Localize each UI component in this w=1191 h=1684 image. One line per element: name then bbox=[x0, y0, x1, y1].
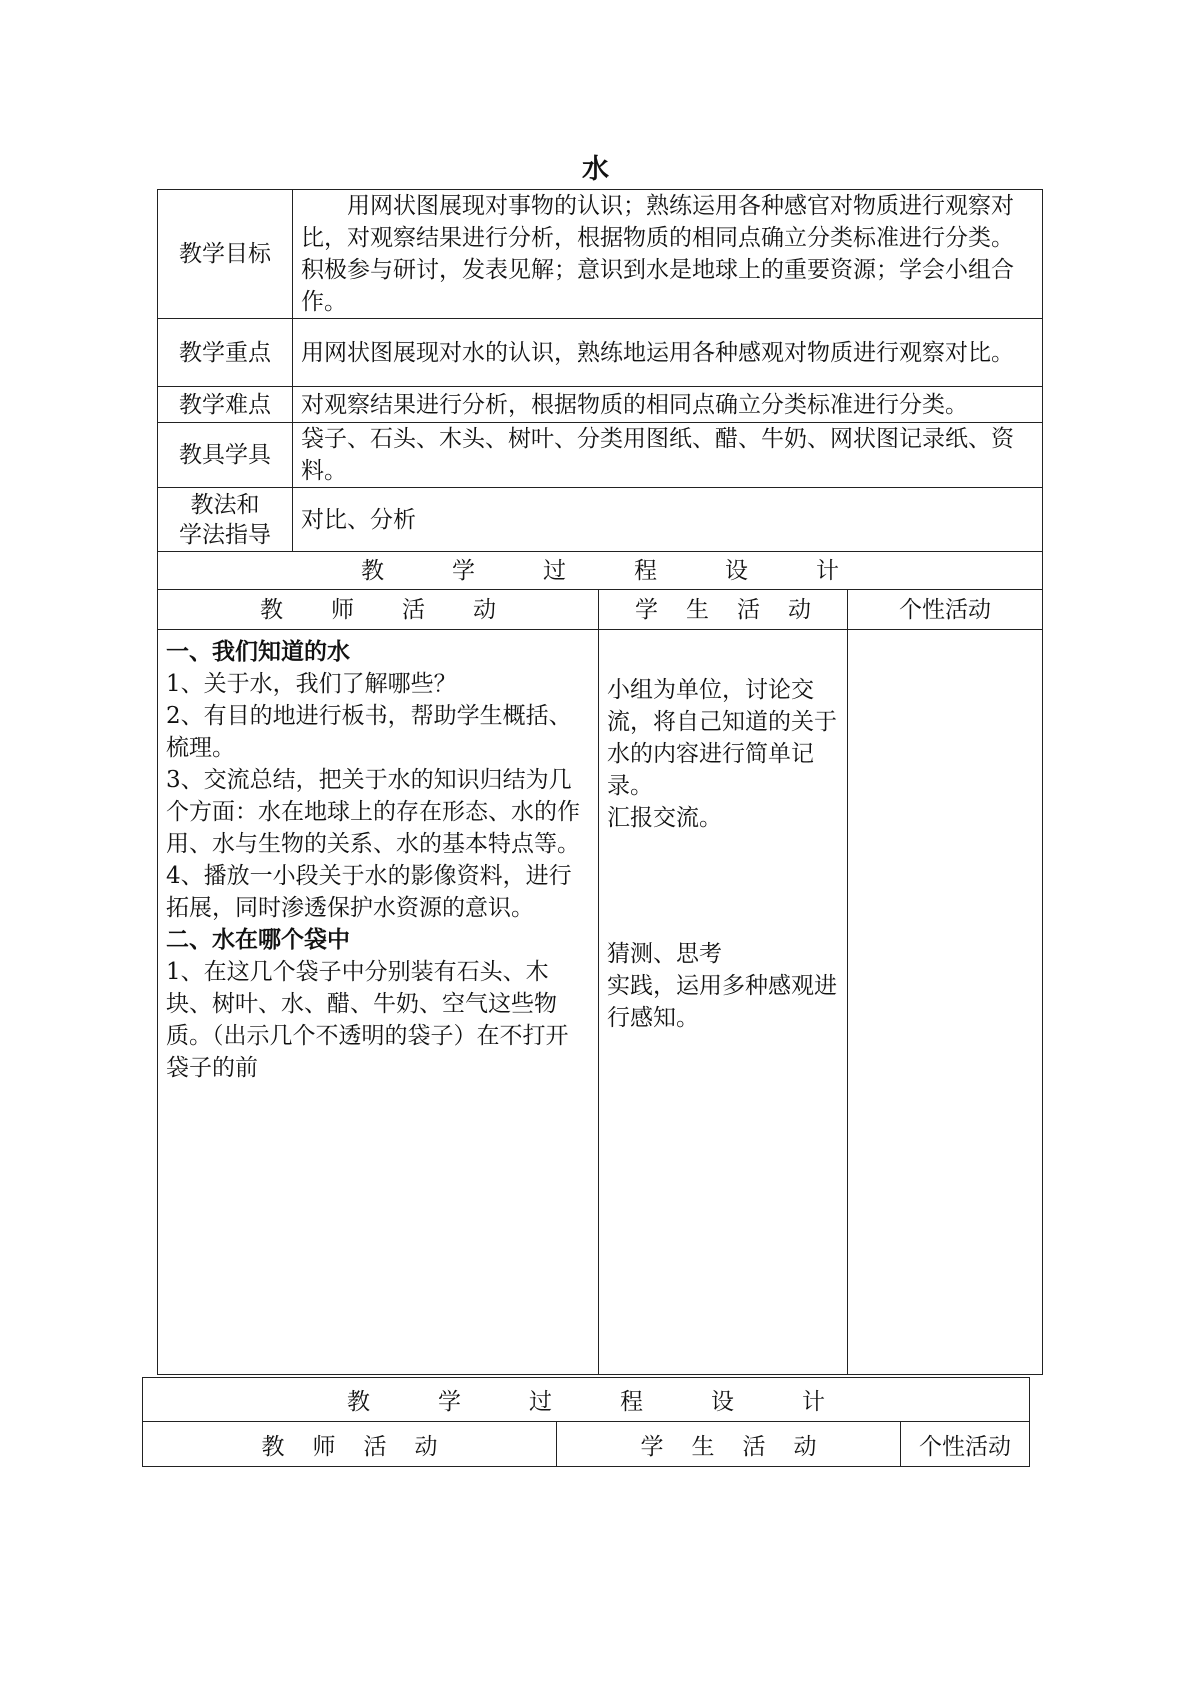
student-line4: 实践，运用多种感观进行感知。 bbox=[607, 973, 837, 1031]
label-key-point: 教学重点 bbox=[158, 319, 293, 387]
label-difficulty: 教学难点 bbox=[158, 387, 293, 423]
row-process-title bbox=[158, 552, 1043, 590]
teacher-activity-cell bbox=[158, 630, 599, 1375]
label-method: 教法和 学法指导 bbox=[158, 488, 293, 552]
header-personal-activity: 个性活动 bbox=[848, 590, 1043, 630]
row-activities bbox=[158, 630, 1043, 1375]
row-column-headers bbox=[158, 590, 1043, 630]
section1-heading: 一、我们知道的水 bbox=[166, 638, 350, 665]
row-key-point bbox=[158, 319, 1043, 387]
process-design-title-2: 教 学 过 程 设 计 bbox=[143, 1378, 1030, 1422]
s1-item1: 1、关于水，我们了解哪些？ bbox=[166, 671, 457, 697]
section2-heading: 二、水在哪个袋中 bbox=[166, 926, 350, 953]
student-line2: 汇报交流。 bbox=[607, 805, 722, 831]
s1-item4: 4、播放一小段关于水的影像资料，进行拓展，同时渗透保护水资源的意识。 bbox=[166, 863, 572, 921]
content-tools: 袋子、石头、木头、树叶、分类用图纸、醋、牛奶、网状图记录纸、资料。 bbox=[293, 423, 1043, 488]
row-method bbox=[158, 488, 1043, 552]
page-title: 水 bbox=[582, 154, 609, 185]
process-design-table-continued bbox=[142, 1377, 1030, 1467]
row-difficulty bbox=[158, 387, 1043, 423]
process-design-title: 教 学 过 程 设 计 bbox=[158, 552, 1043, 590]
header-teacher-activity: 教 师 活 动 bbox=[158, 590, 599, 630]
s1-item2: 2、有目的地进行板书，帮助学生概括、梳理。 bbox=[166, 703, 572, 761]
content-key-point: 用网状图展现对水的认识，熟练地运用各种感观对物质进行观察对比。 bbox=[293, 319, 1043, 387]
label-teaching-goal: 教学目标 bbox=[158, 190, 293, 319]
header-student-activity: 学 生 活 动 bbox=[599, 590, 848, 630]
content-method: 对比、分析 bbox=[293, 488, 1043, 552]
student-activity-cell bbox=[599, 630, 848, 1375]
personal-activity-cell bbox=[848, 630, 1043, 1375]
student-line1: 小组为单位，讨论交流，将自己知道的关于水的内容进行简单记录。 bbox=[607, 677, 837, 799]
row-teaching-goal bbox=[158, 190, 1043, 319]
row-tools bbox=[158, 423, 1043, 488]
header-student-activity-2: 学 生 活 动 bbox=[557, 1422, 901, 1467]
s1-item3: 3、交流总结，把关于水的知识归结为几个方面：水在地球上的存在形态、水的作用、水与生物的关系、水的基本特点等。 bbox=[166, 767, 580, 857]
content-teaching-goal: 用网状图展现对事物的认识；熟练运用各种感官对物质进行观察对比，对观察结果进行分析，根据物质的相同点确立分类标准进行分类。积极参与研讨，发表见解；意识到水是地球上的重要资源；学会小组合作。 bbox=[293, 190, 1043, 319]
label-tools: 教具学具 bbox=[158, 423, 293, 488]
content-difficulty: 对观察结果进行分析，根据物质的相同点确立分类标准进行分类。 bbox=[293, 387, 1043, 423]
header-personal-activity-2: 个性活动 bbox=[901, 1422, 1030, 1467]
student-line3: 猜测、思考 bbox=[607, 941, 722, 967]
s2-item1: 1、在这几个袋子中分别装有石头、木块、树叶、水、醋、牛奶、空气这些物质。（出示几个不透明的袋子）在不打开袋子的前 bbox=[166, 959, 569, 1081]
header-teacher-activity-2: 教 师 活 动 bbox=[143, 1422, 557, 1467]
lesson-plan-table bbox=[157, 189, 1043, 1375]
